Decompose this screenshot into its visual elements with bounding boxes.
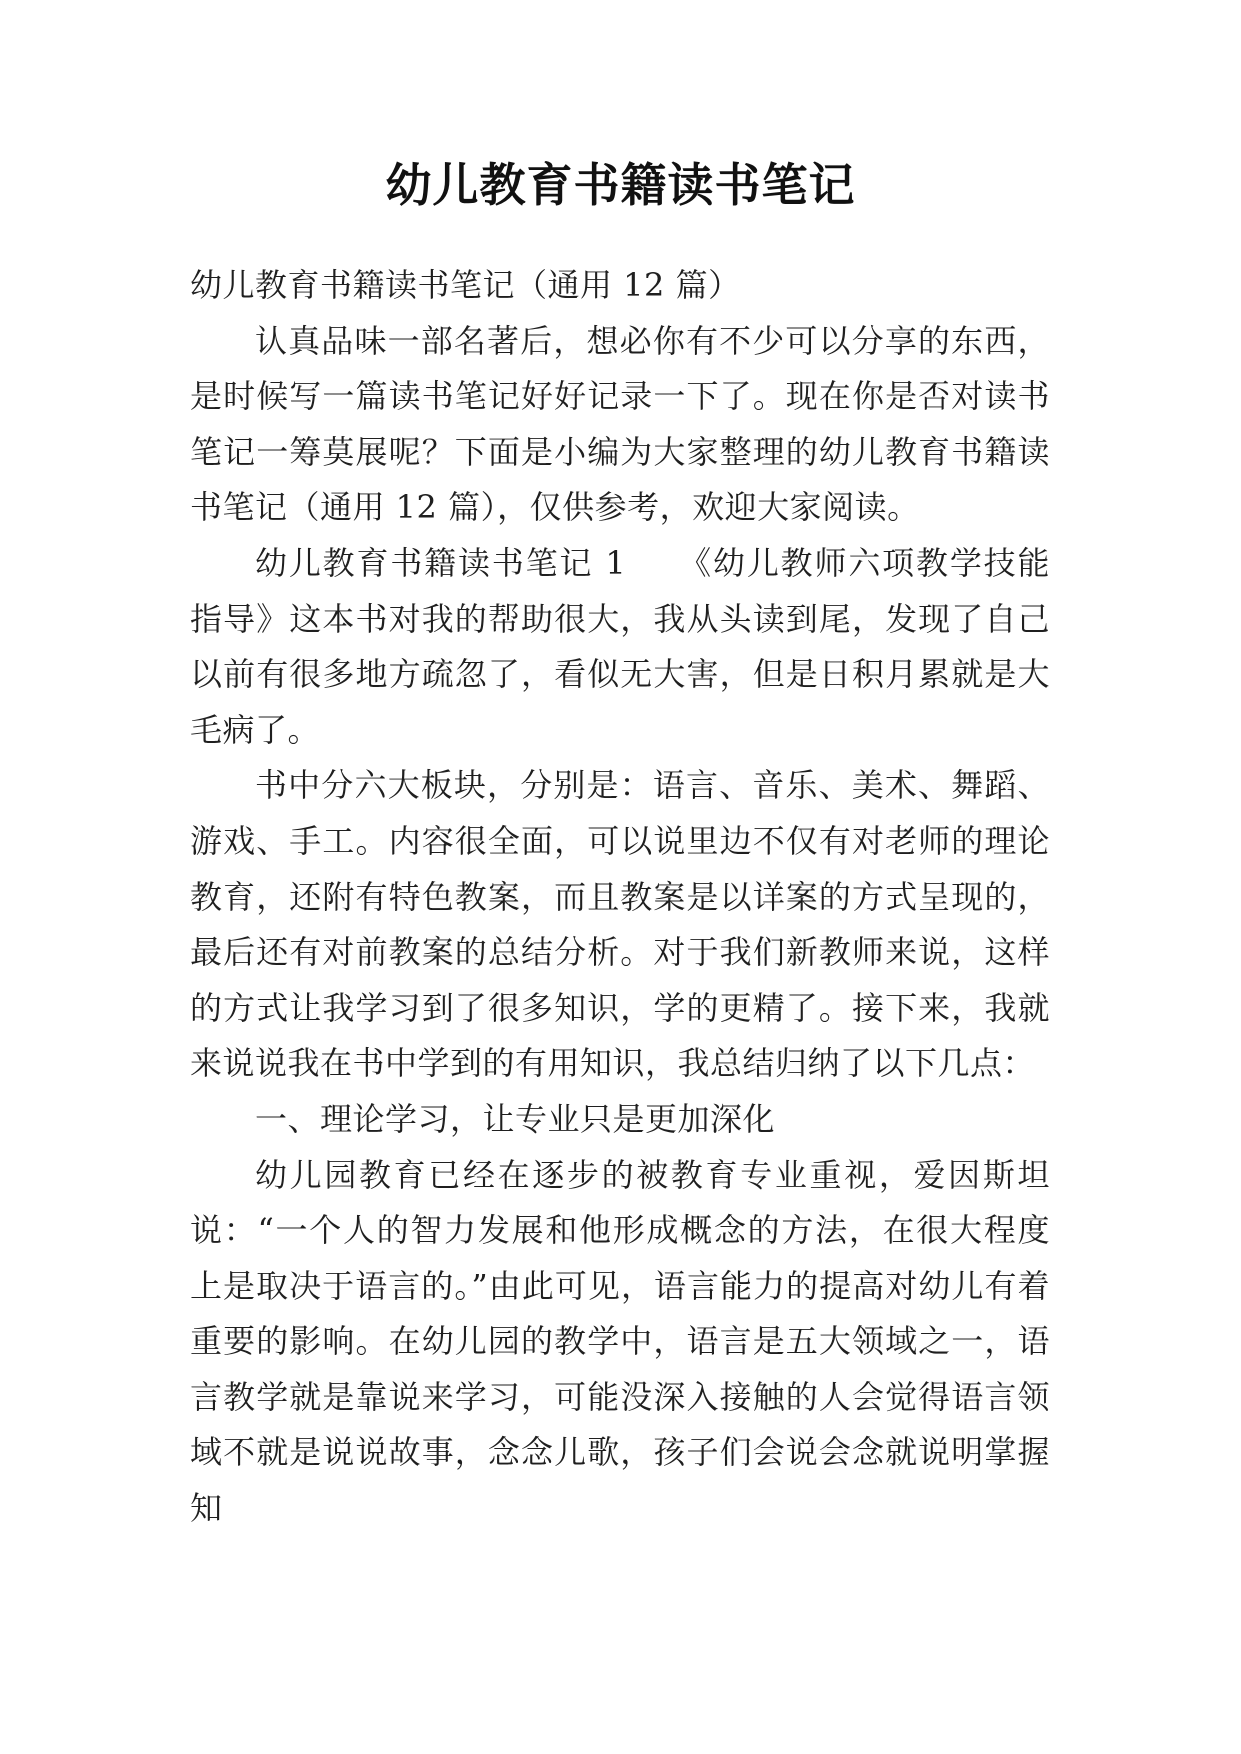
document-body: [190, 258, 1050, 1537]
paragraph-note-1: 幼儿教育书籍读书笔记 1 《幼儿教师六项教学技能指导》这本书对我的帮助很大，我从头读到尾，发现了自己以前有很多地方疏忽了，看似无大害，但是日积月累就是大毛病了。: [190, 543, 1050, 749]
document-title: 幼儿教育书籍读书笔记: [385, 158, 856, 212]
document-subtitle: 幼儿教育书籍读书笔记（通用 12 篇）: [190, 266, 741, 304]
paragraph-language: 幼儿园教育已经在逐步的被教育专业重视，爱因斯坦说：“一个人的智力发展和他形成概念的方法，在很大程度上是取决于语言的。”由此可见，语言能力的提高对幼儿有着重要的影响。在幼儿园的教学中，语言是五大领域之一，语言教学就是靠说来学习，可能没深入接触的人会觉得语言领域不就是说说故事，念念儿歌，孩子们会说会念就说明掌握知: [190, 1155, 1050, 1528]
section-heading-1: 一、理论学习，让专业只是更加深化: [255, 1099, 776, 1138]
paragraph-sections: 书中分六大板块，分别是：语言、音乐、美术、舞蹈、游戏、手工。内容很全面，可以说里边不仅有对老师的理论教育，还附有特色教案，而且教案是以详案的方式呈现的，最后还有对前教案的总结分析。对于我们新教师来说，这样的方式让我学习到了很多知识，学的更精了。接下来，我就来说说我在书中学到的有用知识，我总结归纳了以下几点：: [190, 766, 1050, 1083]
paragraph-intro: 认真品味一部名著后，想必你有不少可以分享的东西，是时候写一篇读书笔记好好记录一下了。现在你是否对读书笔记一筹莫展呢？下面是小编为大家整理的幼儿教育书籍读书笔记（通用 12 篇），仅供参考，欢迎大家阅读。: [190, 321, 1050, 527]
